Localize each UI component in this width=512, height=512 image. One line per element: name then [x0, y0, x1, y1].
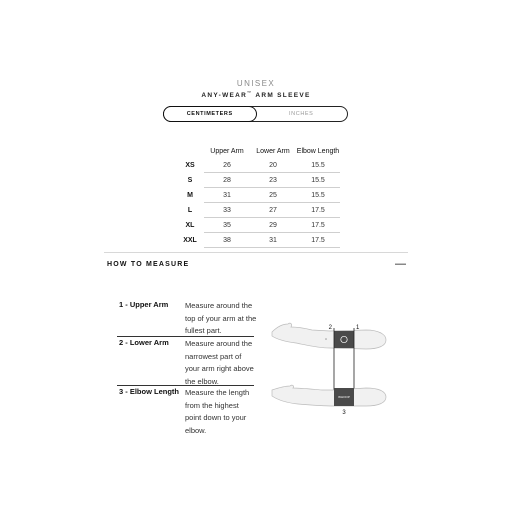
- table-row: [176, 188, 340, 203]
- step-label: 3 - Elbow Length: [119, 387, 179, 396]
- table-row: [176, 173, 340, 188]
- table-header-lower-arm: Lower Arm: [256, 148, 290, 155]
- arm-measure-diagram: [266, 318, 394, 418]
- lower-arm-value: 23: [250, 173, 296, 188]
- product-kicker: UNISEX: [236, 79, 276, 88]
- elbow-length-value: 17.5: [296, 218, 340, 233]
- size-label: XS: [185, 161, 195, 169]
- step-divider: [117, 385, 254, 386]
- lower-arm-value: 27: [250, 203, 296, 218]
- step-description: Measure the length from the highest point down to your elbow.: [185, 388, 250, 435]
- elbow-length-value: 17.5: [296, 203, 340, 218]
- lower-arm-value: 29: [250, 218, 296, 233]
- upper-arm-value: 28: [204, 173, 250, 188]
- table-row: [176, 218, 340, 233]
- product-title: ANY-WEAR™ ARM SLEEVE: [201, 90, 311, 100]
- step-divider: [117, 336, 254, 337]
- lower-arm-value: 31: [250, 233, 296, 248]
- marker-dot: [325, 338, 327, 340]
- table-header-row: [176, 130, 340, 158]
- upper-arm-value: 33: [204, 203, 250, 218]
- how-to-measure-heading[interactable]: HOW TO MEASURE: [107, 261, 190, 268]
- elbow-length-value: 15.5: [296, 173, 340, 188]
- upper-arm-value: 31: [204, 188, 250, 203]
- upper-arm-value: 38: [204, 233, 250, 248]
- size-label: S: [187, 176, 193, 184]
- lower-arm-value: 25: [250, 188, 296, 203]
- table-header-upper-arm: Upper Arm: [210, 148, 244, 155]
- step-label: 2 - Lower Arm: [119, 338, 169, 347]
- marker-3-label: 3: [342, 410, 346, 416]
- table-row: [176, 158, 340, 173]
- marker-1-label: 1: [356, 325, 360, 331]
- table-row: [176, 203, 340, 218]
- step-description: Measure around the top of your arm at the fullest part.: [185, 301, 257, 335]
- trademark-symbol: ™: [247, 90, 253, 95]
- size-table: [176, 130, 340, 248]
- step-label: 1 - Upper Arm: [119, 300, 169, 309]
- table-header-size: [176, 130, 204, 158]
- marker-2-label: 2: [328, 325, 332, 331]
- upper-arm-value: 35: [204, 218, 250, 233]
- elbow-length-value: 15.5: [296, 188, 340, 203]
- size-label: M: [187, 191, 193, 199]
- size-label: L: [187, 206, 193, 214]
- elbow-length-value: 15.5: [296, 158, 340, 173]
- elbow-length-value: 17.5: [296, 233, 340, 248]
- size-label: XXL: [183, 236, 197, 244]
- upper-arm-value: 26: [204, 158, 250, 173]
- step-description: Measure around the narrowest part of your arm right above the elbow.: [185, 339, 254, 386]
- sleeve-brand-text: WHOOP: [338, 395, 350, 399]
- section-divider: [104, 252, 408, 253]
- unit-centimeters-button[interactable]: CENTIMETERS: [163, 106, 257, 122]
- size-label: XL: [185, 221, 195, 229]
- units-toggle: [163, 106, 348, 122]
- table-header-elbow-length: Elbow Length: [296, 148, 340, 155]
- collapse-toggle-icon[interactable]: —: [395, 258, 406, 270]
- lower-arm-value: 20: [250, 158, 296, 173]
- top-sleeve: [334, 331, 354, 348]
- bottom-arm-outline: [272, 385, 386, 406]
- table-row: [176, 233, 340, 248]
- unit-inches-button[interactable]: INCHES: [289, 111, 314, 117]
